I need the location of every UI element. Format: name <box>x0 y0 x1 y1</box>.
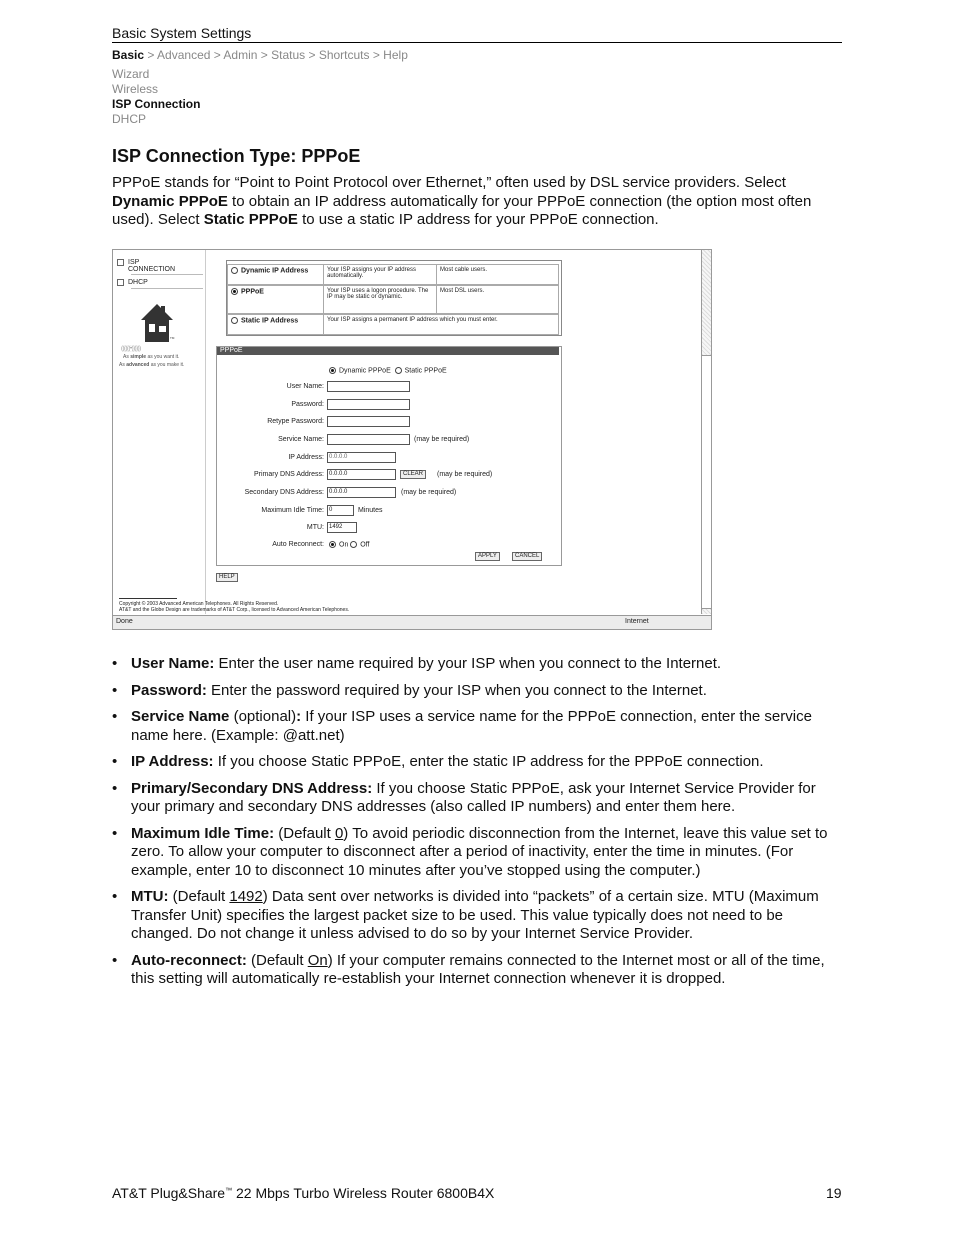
connection-type-options <box>226 260 562 336</box>
list-item: • IP Address: If you choose Static PPPoE, enter the static IP address for the PPPoE connection. <box>112 753 842 772</box>
subnav-item-isp-connection: ISP Connection <box>112 97 201 111</box>
subnav-item-wizard: Wizard <box>112 67 150 81</box>
idle-time-input[interactable]: 0 <box>327 505 354 516</box>
subnav-item-wireless: Wireless <box>112 82 159 96</box>
house-logo-icon <box>139 302 175 344</box>
status-done: Done <box>116 618 133 625</box>
screenshot-nav-isp: ISP CONNECTION <box>117 259 175 273</box>
password-input[interactable] <box>327 399 410 410</box>
footer-product: AT&T Plug&Share™ 22 Mbps Turbo Wireless Router 6800B4X <box>112 1185 495 1201</box>
list-item: • Auto-reconnect: (Default On) If your computer remains connected to the Internet most or all of the time, this setting will automatically re-establish your Internet connection whenever it is dropped. <box>112 952 842 989</box>
status-zone: Internet <box>625 618 649 625</box>
breadcrumb <box>112 48 408 62</box>
screenshot-nav-dhcp: DHCP <box>117 279 148 286</box>
apply-button[interactable]: APPLY <box>475 552 500 561</box>
list-item: • Maximum Idle Time: (Default 0) To avoid periodic disconnection from the Internet, leave this value set to zero. To allow your computer to disconnect after a period of inactivity, enter the time in minutes. (For example, enter 10 to disconnect 10 minutes after you’ve stopped using the computer.) <box>112 825 842 881</box>
copyright: Copyright © 2003 Advanced American Telephones. All Rights Reserved. AT&T and the Globe Design are trademarks of AT&T Corp., licensed to Advanced American Telephones. <box>119 601 350 613</box>
user-name-input[interactable] <box>327 381 410 392</box>
radio-selected-icon[interactable] <box>231 288 238 295</box>
nav-square-icon <box>117 259 124 266</box>
radio-icon[interactable] <box>231 317 238 324</box>
pppoe-form: PPPoE Dynamic PPPoE Static PPPoE User Name: Password: Retype Password: Service Name: (may be required) IP Address: 0.0.0.0 Primary DNS Address: 0.0.0.0 CLEAR (may be required) Secondary DNS Address: 0.0.0.0 (may be required) Maximum Idle Time: 0 Minutes MTU: 1492 Auto Reconnect: On Off APPLY CANCEL <box>216 346 562 566</box>
radio-on[interactable] <box>329 541 336 548</box>
help-button[interactable]: HELP <box>216 573 238 582</box>
screenshot-sidebar <box>113 250 206 614</box>
header-rule <box>112 42 842 43</box>
breadcrumb-active: Basic <box>112 48 145 62</box>
list-item: • Primary/Secondary DNS Address: If you choose Static PPPoE, ask your Internet Service Provider for your primary and secondary DNS addresses (also called IP numbers) and enter them here. <box>112 780 842 817</box>
scroll-thumb[interactable] <box>702 355 711 609</box>
nav-square-icon <box>117 279 124 286</box>
logo-waves: ((((((•)))))) <box>121 346 141 352</box>
radio-icon[interactable] <box>231 267 238 274</box>
secondary-dns-input[interactable]: 0.0.0.0 <box>327 487 396 498</box>
breadcrumb-rest: > Advanced > Admin > Status > Shortcuts > Help <box>144 48 408 62</box>
service-name-input[interactable] <box>327 434 410 445</box>
cancel-button[interactable]: CANCEL <box>512 552 542 561</box>
radio-off[interactable] <box>350 541 357 548</box>
retype-password-input[interactable] <box>327 416 410 427</box>
pppoe-header: PPPoE <box>217 347 559 355</box>
footer-page-number: 19 <box>826 1185 842 1201</box>
clear-button[interactable]: CLEAR <box>400 470 426 479</box>
option-static-ip[interactable]: Static IP Address Your ISP assigns a permanent IP address which you must enter. <box>227 314 559 335</box>
router-ui-screenshot <box>112 249 712 630</box>
mtu-input[interactable]: 1492 <box>327 522 357 533</box>
page-header-title: Basic System Settings <box>112 25 252 41</box>
svg-text:TM: TM <box>170 336 175 340</box>
tagline-advanced: As advanced as you make it. <box>119 362 185 368</box>
list-item: • User Name: Enter the user name required by your ISP when you connect to the Internet. <box>112 655 842 674</box>
tagline-simple: As simple as you want it. <box>123 354 180 360</box>
option-pppoe[interactable]: PPPoE Your ISP uses a logon procedure. The IP may be static or dynamic. Most DSL users. <box>227 285 559 314</box>
list-item: • MTU: (Default 1492) Data sent over networks is divided into “packets” of a certain size. MTU (Maximum Transfer Unit) specifies the largest packet size to be used. This value typically does not need to be changed. Do not change it unless advised to do so by your Internet Service Provider. <box>112 888 842 944</box>
radio-static-pppoe[interactable] <box>395 367 402 374</box>
browser-status-bar <box>113 615 711 629</box>
scrollbar[interactable] <box>701 250 711 614</box>
subnav-item-dhcp: DHCP <box>112 112 147 126</box>
pppoe-mode: Dynamic PPPoE Static PPPoE <box>329 367 447 374</box>
ip-address-input[interactable]: 0.0.0.0 <box>327 452 396 463</box>
auto-reconnect-radios: On Off <box>329 541 370 548</box>
primary-dns-input[interactable]: 0.0.0.0 <box>327 469 396 480</box>
subnav <box>112 67 200 127</box>
intro-paragraph: PPPoE stands for “Point to Point Protocol over Ethernet,” often used by DSL service providers. Select Dynamic PPPoE to obtain an IP address automatically for your PPPoE connection (the option most often used). Select Static PPPoE to use a static IP address for your PPPoE connection. <box>112 174 812 228</box>
section-heading: ISP Connection Type: PPPoE <box>112 146 361 166</box>
radio-dynamic-pppoe[interactable] <box>329 367 336 374</box>
option-dynamic-ip[interactable]: Dynamic IP Address Your ISP assigns your IP address automatically. Most cable users. <box>227 264 559 285</box>
list-item: • Password: Enter the password required by your ISP when you connect to the Internet. <box>112 682 842 701</box>
list-item: • Service Name (optional): If your ISP uses a service name for the PPPoE connection, enter the service name here. (Example: @att.net) <box>112 708 842 745</box>
field-descriptions <box>112 655 842 997</box>
